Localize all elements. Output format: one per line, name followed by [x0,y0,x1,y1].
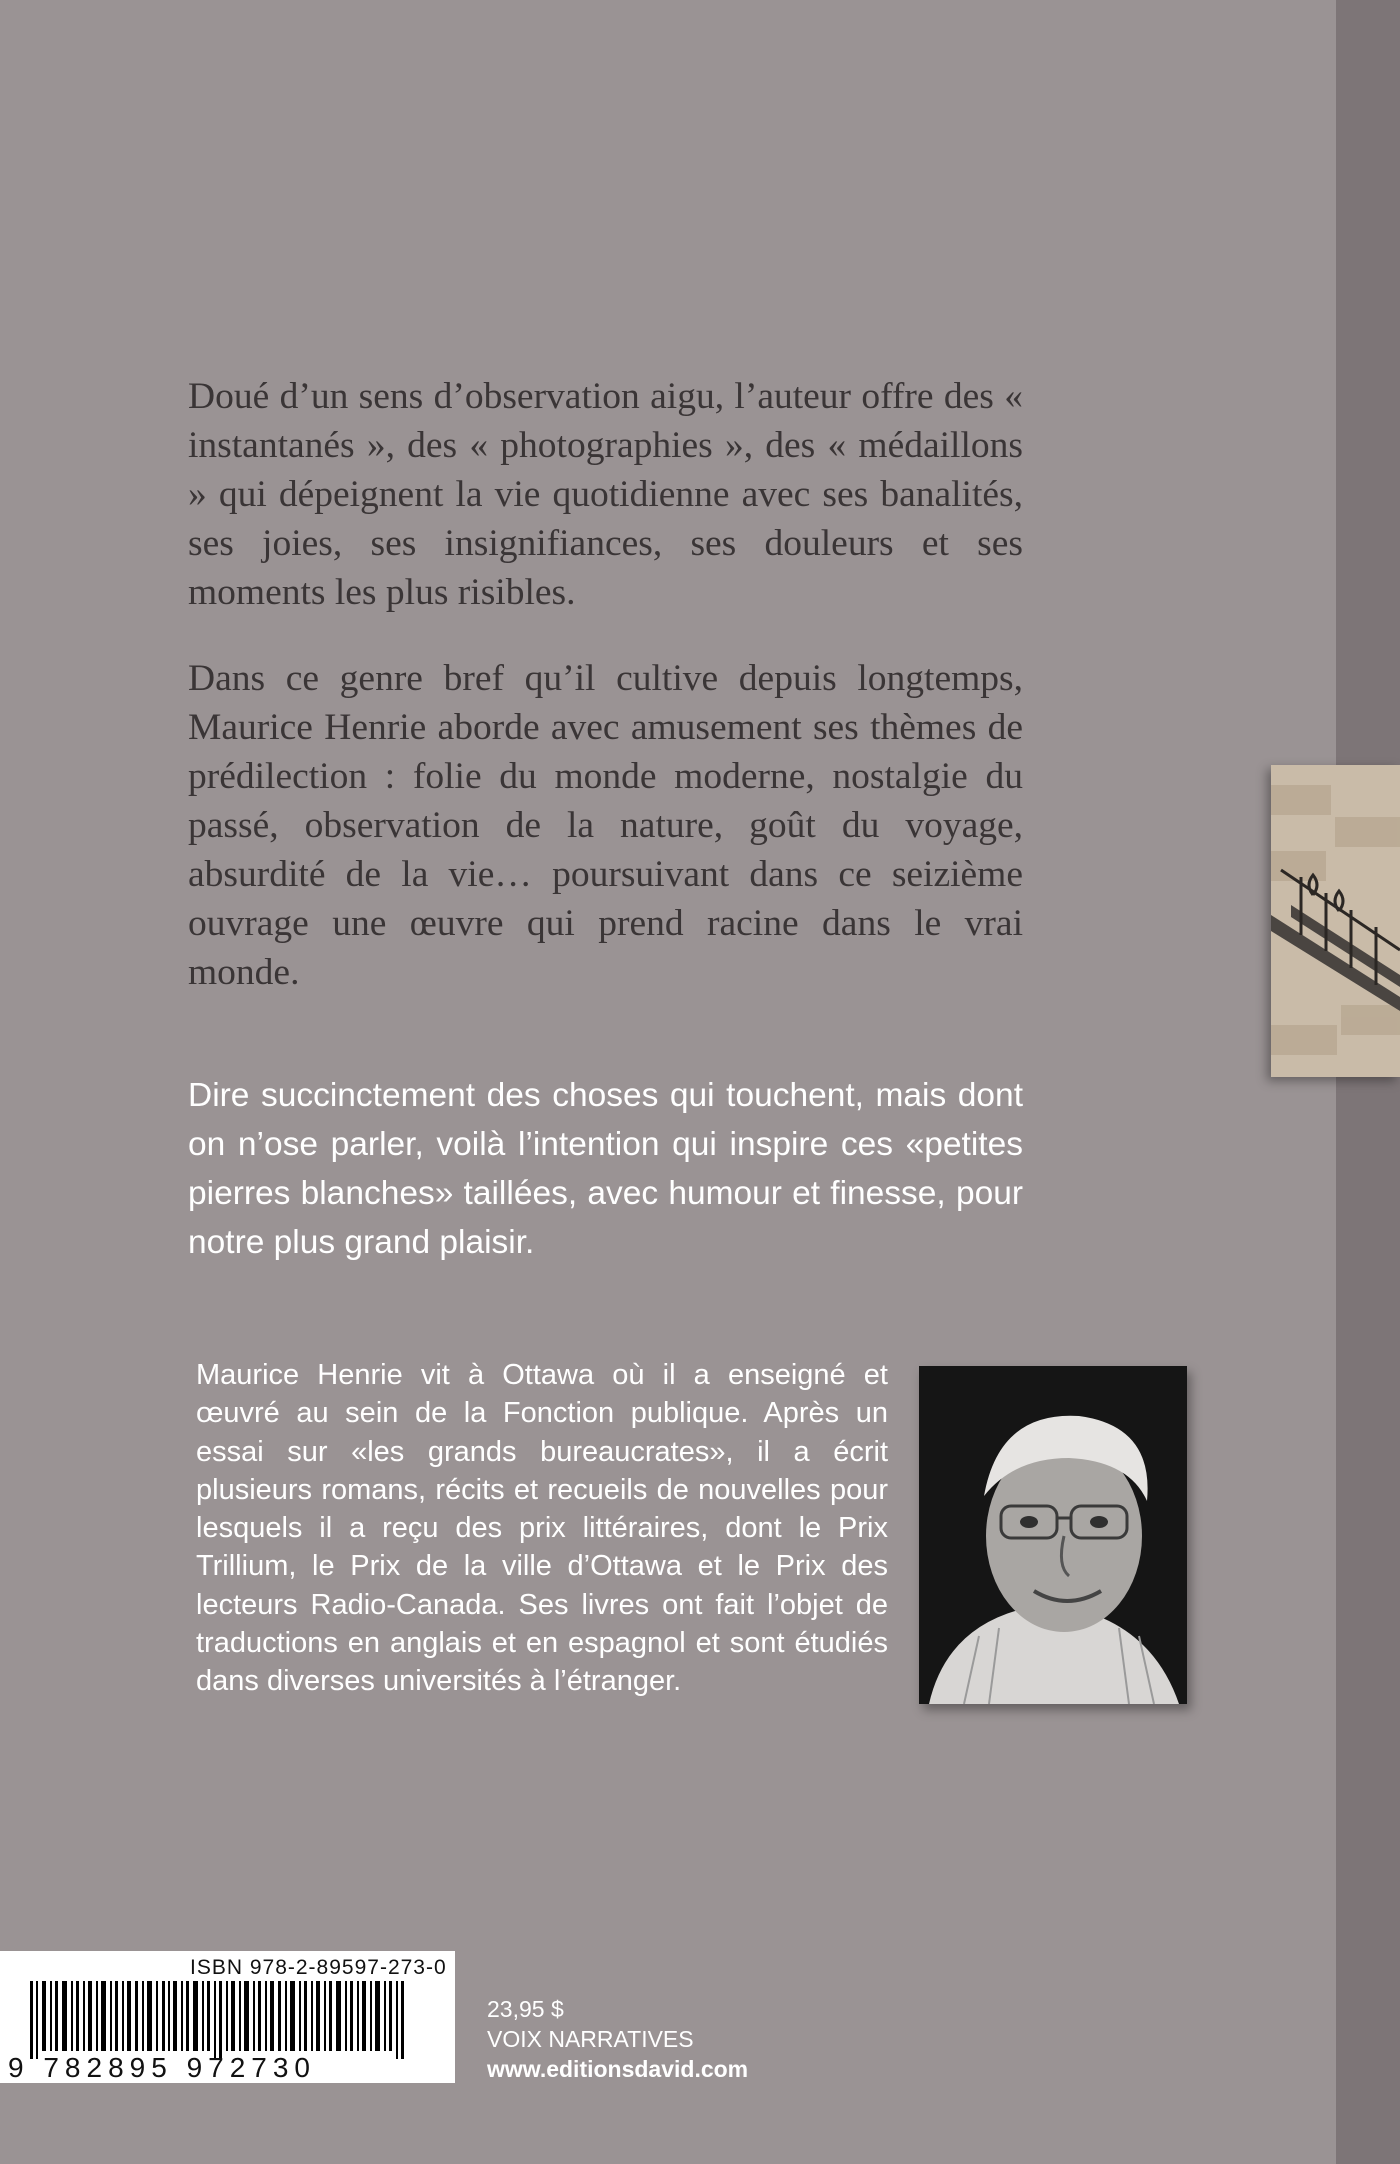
price: 23,95 $ [487,1996,564,2022]
teaser-paragraph: Dire succinctement des choses qui touchent, mais dont on n’ose parler, voilà l’intention qui inspire ces «petites pierres blanches» taillées, avec humour et finesse, pour notre plus grand plaisir. [188,1077,1023,1261]
staircase-photo [1271,765,1400,1077]
author-bio: Maurice Henrie vit à Ottawa où il a enseigné et œuvré au sein de la Fonction publique. Après un essai sur «les grands bureaucrates», il a écrit plusieurs romans, récits et recueils de nouvelles pour lesquels il a reçu des prix littéraires, dont le Prix Trillium, le Prix de la ville d’Ottawa et le Prix des lecteurs Radio-Canada. Ses livres ont fait l’objet de traductions en anglais et en espagnol et sont étudiés dans diverses universités à l’étranger. [196,1359,888,1698]
collection-name: VOIX NARRATIVES [487,2026,694,2052]
price-block [487,1994,748,2084]
publisher-website: www.editionsdavid.com [487,2056,749,2082]
spine-strip [1336,0,1400,2164]
isbn-label: ISBN 978-2-89597-273-0 [190,1956,447,1979]
staircase-illustration [1271,765,1400,1077]
description-paragraph-1: Doué d’un sens d’observation aigu, l’auteur offre des « instantanés », des « photographies », des « médaillons » qui dépeignent la vie quotidienne avec ses banalités, ses joies, ses insignifiances, ses douleurs et ses moments les plus risibles. [188,376,1023,613]
barcode-digits: 9 782895 972730 [8,2052,316,2083]
description-paragraph-2: Dans ce genre bref qu’il cultive depuis longtemps, Maurice Henrie aborde avec amusement ses thèmes de prédilection : folie du monde moderne, nostalgie du passé, observation de la nature, goût du voyage, absurdité de la vie… poursuivant dans ce seizième ouvrage une œuvre qui prend racine dans le vrai monde. [188,658,1023,993]
author-portrait [919,1366,1187,1704]
author-photo [919,1366,1187,1704]
